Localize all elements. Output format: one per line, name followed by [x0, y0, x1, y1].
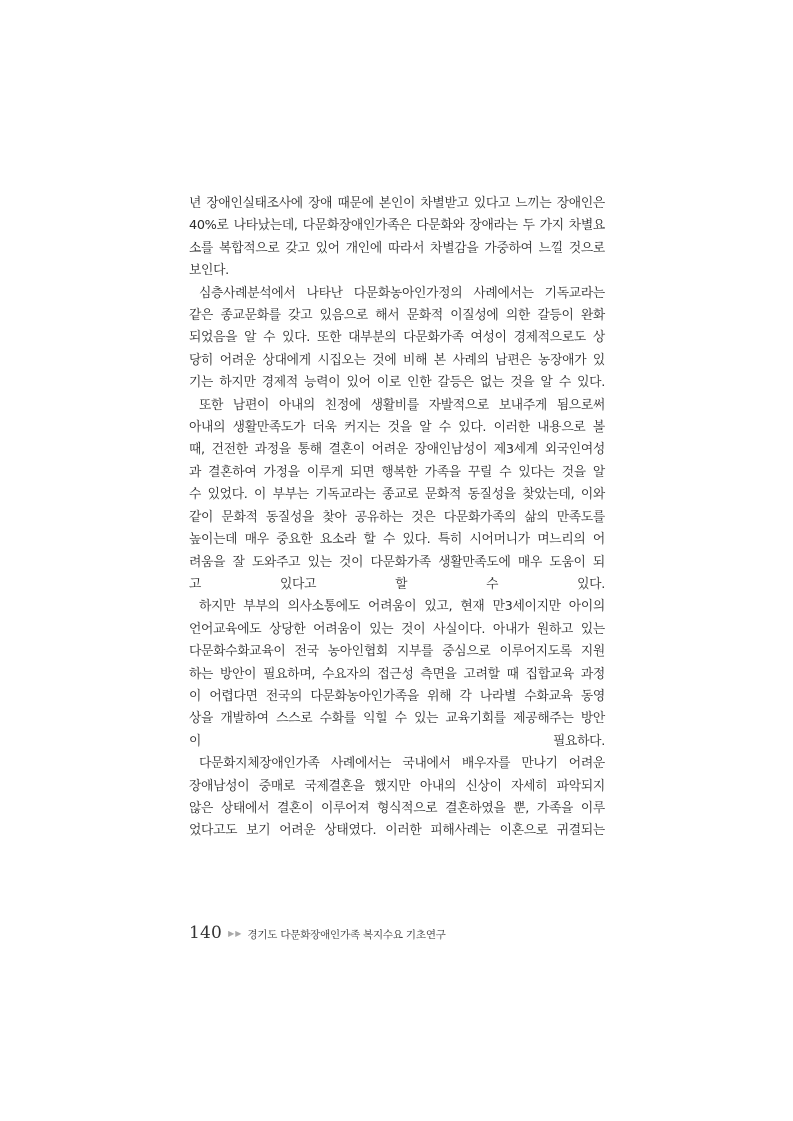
text-line: 때, 건전한 과정을 통해 결혼이 어려운 장애인남성이 제3세계 외국인여성 — [189, 442, 605, 458]
text-line: 상을 개발하여 스스로 수화를 익힐 수 있는 교육기회를 제공해주는 방안 — [189, 711, 605, 727]
text-line: 하는 방안이 필요하며, 수요자의 접근성 측면을 고려할 때 집합교육 과정 — [189, 666, 605, 682]
text-line: 이 필요하다. — [189, 733, 605, 749]
text-line: 과 결혼하여 가정을 이루게 되면 행복한 가족을 꾸릴 수 있다는 것을 알 — [189, 464, 605, 480]
paragraph-5 — [189, 753, 605, 843]
text-line: 년 장애인실태조사에 장애 때문에 본인이 차별받고 있다고 느끼는 장애인은 — [189, 196, 605, 211]
text-line: 려움을 잘 도와주고 있는 것이 다문화가족 생활만족도에 매우 도움이 되 — [189, 554, 605, 570]
text-line: 장애남성이 중매로 국제결혼을 했지만 아내의 신상이 자세히 파악되지 — [189, 778, 605, 794]
text-line: 언어교육에도 상당한 어려움이 있는 것이 사실이다. 아내가 원하고 있는 — [189, 621, 605, 637]
paragraph-3 — [189, 395, 605, 597]
text-line: 다문화수화교육이 전국 농아인협회 지부를 중심으로 이루어지도록 지원 — [189, 644, 605, 660]
text-line: 같은 종교문화를 갖고 있음으로 해서 문화적 이질성에 의한 갈등이 완화 — [189, 308, 605, 324]
paragraph-4 — [189, 596, 605, 753]
text-line: 않은 상태에서 결혼이 이루어져 형식적으로 결혼하였을 뿐, 가족을 이루 — [189, 800, 605, 816]
text-line: 이 어렵다면 전국의 다문화농아인가족을 위해 각 나라별 수화교육 동영 — [189, 688, 605, 704]
footer-arrows — [228, 929, 241, 938]
text-line: 보인다. — [189, 263, 229, 279]
book-title: 경기도 다문화장애인가족 복지수요 기초연구 — [247, 929, 446, 941]
paragraph-2 — [189, 283, 605, 395]
text-line: 하지만 부부의 의사소통에도 어려움이 있고, 현재 만3세이지만 아이의 — [199, 599, 605, 615]
page-number: 140 — [189, 923, 223, 943]
text-line: 기는 하지만 경제적 능력이 있어 이로 인한 갈등은 없는 것을 알 수 있다. — [189, 375, 605, 391]
text-line: 같이 문화적 동질성을 찾아 공유하는 것은 다문화가족의 삶의 만족도를 — [189, 509, 605, 525]
text-line: 소를 복합적으로 갖고 있어 개인에 따라서 차별감을 가중하여 느낄 것으로 — [189, 240, 605, 256]
text-line: 40%로 나타났는데, 다문화장애인가족은 다문화와 장애라는 두 가지 차별요 — [189, 218, 605, 234]
text-line: 높이는데 매우 중요한 요소라 할 수 있다. 특히 시어머니가 며느리의 어 — [189, 532, 605, 548]
arrow-right-icon: ▶ — [235, 929, 242, 938]
text-line: 심층사례분석에서 나타난 다문화농아인가정의 사례에서는 기독교라는 — [199, 285, 605, 301]
text-line: 당히 어려운 상대에게 시집오는 것에 비해 본 사례의 남편은 농장애가 있 — [189, 352, 605, 368]
text-line: 다문화지체장애인가족 사례에서는 국내에서 배우자를 만나기 어려운 — [199, 756, 605, 772]
page-footer — [189, 923, 446, 945]
arrow-right-icon: ▶ — [228, 929, 235, 938]
text-line: 되었음을 알 수 있다. 또한 대부분의 다문화가족 여성이 경제적으로도 상 — [189, 330, 605, 346]
text-line: 또한 남편이 아내의 친정에 생활비를 자발적으로 보내주게 됨으로써 — [199, 397, 605, 413]
body-text — [189, 193, 605, 843]
text-line: 수 있었다. 이 부부는 기독교라는 종교로 문화적 동질성을 찾았는데, 이와 — [189, 487, 605, 503]
text-line: 었다고도 보기 어려운 상태였다. 이러한 피해사례는 이혼으로 귀결되는 — [189, 823, 605, 839]
text-line: 아내의 생활만족도가 더욱 커지는 것을 알 수 있다. 이러한 내용으로 볼 — [189, 420, 605, 436]
paragraph-1 — [189, 193, 605, 283]
text-line: 고 있다고 할 수 있다. — [189, 576, 605, 592]
